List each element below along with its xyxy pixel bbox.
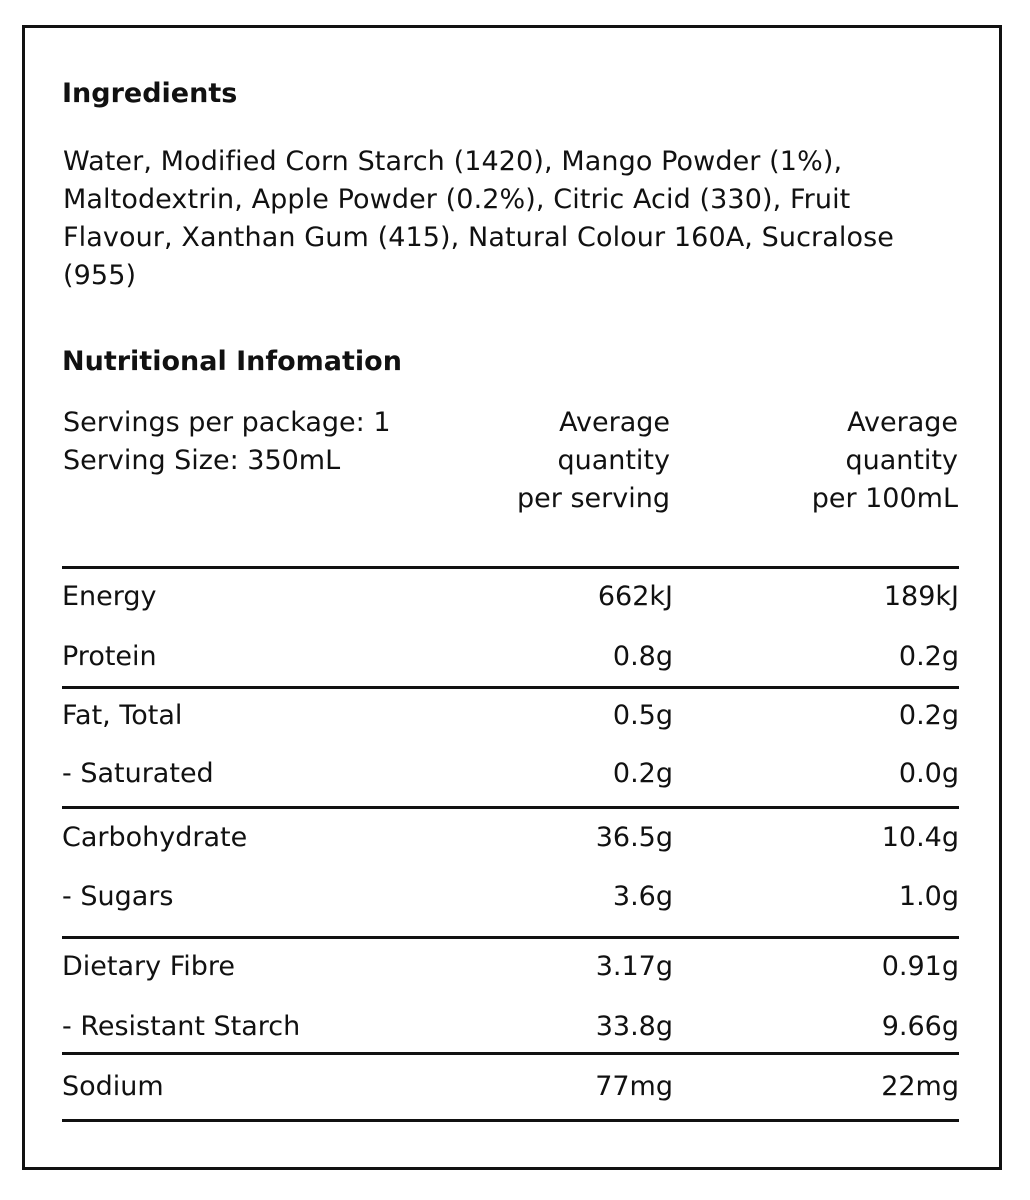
value-per-100ml: 0.0g	[898, 758, 959, 789]
serving-size: Serving Size: 350mL	[63, 445, 341, 476]
column-header-line: Average	[559, 407, 670, 438]
value-per-serving: 0.2g	[612, 758, 673, 789]
column-header-per-100ml	[658, 404, 958, 518]
nutrition-row-dietary-fibre	[62, 947, 959, 987]
value-per-100ml: 9.66g	[881, 1011, 959, 1042]
column-header-line: quantity	[557, 445, 670, 476]
nutrition-label-panel	[22, 25, 1002, 1170]
table-divider	[62, 1119, 959, 1122]
servings-per-package: Servings per package: 1	[63, 407, 391, 438]
column-header-line: per 100mL	[811, 483, 958, 514]
nutrition-row-saturated	[62, 754, 959, 794]
nutrient-label: Carbohydrate	[62, 822, 248, 853]
value-per-serving: 0.5g	[612, 700, 673, 731]
table-divider	[62, 1052, 959, 1055]
nutrient-label: - Resistant Starch	[62, 1011, 301, 1042]
value-per-100ml: 189kJ	[883, 581, 959, 612]
value-per-serving: 3.17g	[595, 951, 673, 982]
table-divider	[62, 566, 959, 569]
nutrient-label: - Sugars	[62, 881, 174, 912]
nutrition-heading: Nutritional Infomation	[62, 346, 402, 377]
column-header-line: per serving	[517, 483, 670, 514]
value-per-serving: 36.5g	[595, 822, 673, 853]
nutrient-label: Protein	[62, 641, 157, 672]
value-per-100ml: 22mg	[881, 1071, 959, 1102]
nutrient-label: Fat, Total	[62, 700, 183, 731]
value-per-100ml: 1.0g	[898, 881, 959, 912]
value-per-100ml: 0.91g	[881, 951, 959, 982]
nutrient-label: Sodium	[62, 1071, 164, 1102]
value-per-100ml: 0.2g	[898, 641, 959, 672]
value-per-100ml: 10.4g	[881, 822, 959, 853]
table-divider	[62, 686, 959, 689]
nutrition-row-sugars	[62, 877, 959, 917]
value-per-serving: 33.8g	[595, 1011, 673, 1042]
nutrition-row-resistant-starch	[62, 1007, 959, 1047]
nutrient-label: Energy	[62, 581, 157, 612]
table-divider	[62, 806, 959, 809]
value-per-100ml: 0.2g	[898, 700, 959, 731]
column-header-line: quantity	[845, 445, 958, 476]
nutrition-row-fat-total	[62, 696, 959, 736]
nutrient-label: - Saturated	[62, 758, 214, 789]
ingredients-heading: Ingredients	[62, 78, 238, 109]
value-per-serving: 0.8g	[612, 641, 673, 672]
column-header-per-serving	[370, 404, 670, 518]
ingredients-list: Water, Modified Corn Starch (1420), Mango Powder (1%), Maltodextrin, Apple Powder (0.2%), Citric Acid (330), Fruit Flavour, Xanthan Gum (415), Natural Colour 160A, Sucralose (955)	[63, 146, 895, 291]
column-header-line: Average	[847, 407, 958, 438]
value-per-serving: 3.6g	[612, 881, 673, 912]
nutrition-row-protein	[62, 637, 959, 677]
serving-info	[63, 404, 391, 480]
nutrition-row-carbohydrate	[62, 818, 959, 858]
value-per-serving: 662kJ	[597, 581, 673, 612]
value-per-serving: 77mg	[595, 1071, 673, 1102]
nutrition-row-sodium	[62, 1067, 959, 1107]
table-divider	[62, 936, 959, 939]
nutrient-label: Dietary Fibre	[62, 951, 236, 982]
nutrition-row-energy	[62, 577, 959, 617]
